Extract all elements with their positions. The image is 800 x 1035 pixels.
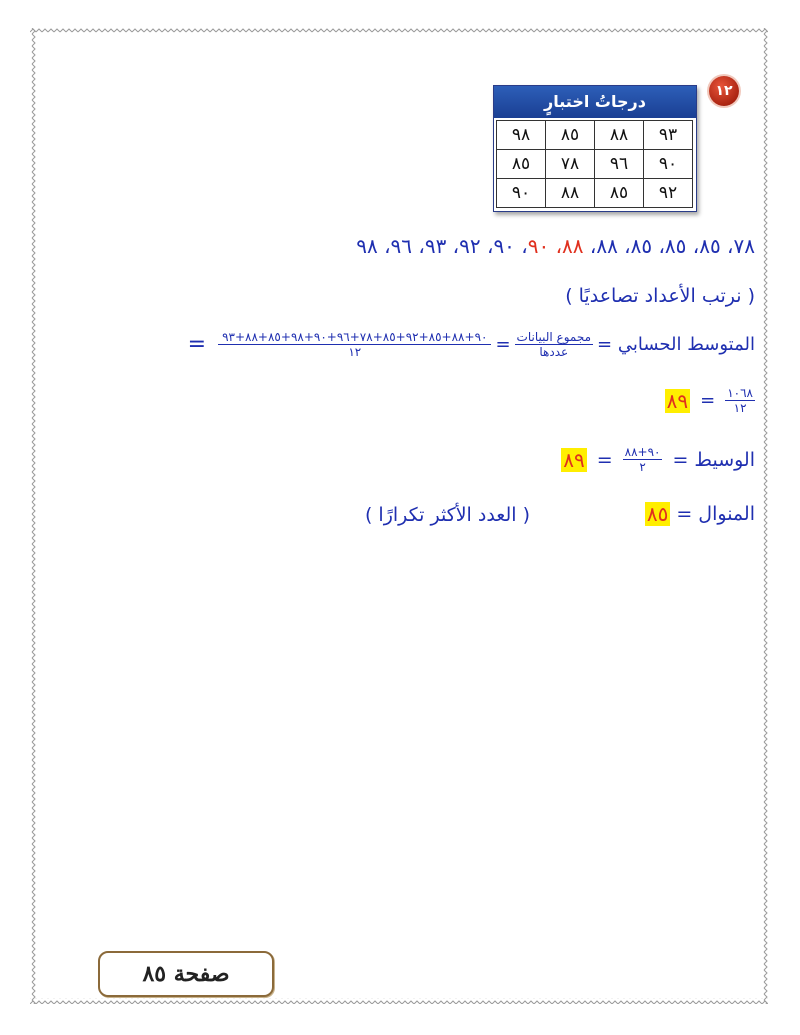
sorted-segment: ٧٨، ٨٥، ٨٥، ٨٥، ٨٨، [583, 234, 755, 258]
table-cell: ٨٥ [594, 178, 644, 208]
mode-label: المنوال = [676, 503, 755, 525]
table-cell: ٩٠ [496, 178, 546, 208]
table-cell: ٩٨ [496, 120, 546, 150]
table-cell: ٨٥ [496, 149, 546, 179]
table-cell: ٩٣ [643, 120, 693, 150]
table-cell: ٨٨ [545, 178, 595, 208]
sum-denominator: ١٢ [348, 345, 362, 359]
mean-result: ٨٩ [666, 388, 689, 413]
mean-row [188, 330, 755, 359]
median-denominator: ٢ [639, 460, 646, 474]
mean-total-row [665, 386, 755, 415]
mean-equals-1: = [495, 334, 511, 355]
median-equals: = [596, 448, 613, 471]
mean-equals-2: = [187, 332, 207, 357]
sorted-values-line [356, 234, 755, 258]
sort-note: ( نرتب الأعداد تصاعديًا ) [565, 285, 755, 307]
mean-definition-fraction [515, 330, 593, 359]
table-cell: ٧٨ [545, 149, 595, 179]
table-cell: ٩٦ [594, 149, 644, 179]
total-numerator: ١٠٦٨ [727, 386, 753, 400]
total-denominator: ١٢ [733, 401, 747, 415]
mode-row [645, 502, 755, 526]
problem-number-badge: ١٢ [709, 76, 739, 106]
table-cell: ٩٠ [643, 149, 693, 179]
median-fraction [623, 445, 663, 474]
mode-note: ( العدد الأكثر تكرارًا ) [364, 504, 530, 526]
mean-label: المتوسط الحسابي = [597, 334, 755, 355]
median-result: ٨٩ [563, 447, 585, 472]
sum-numerator: ٩٠+٨٨+٨٥+٩٢+٨٥+٧٨+٩٦+٩٠+٩٨+٨٥+٨٨+٩٣ [218, 330, 491, 345]
test-scores-table [493, 85, 697, 212]
table-cell: ٨٥ [545, 120, 595, 150]
median-row [561, 445, 755, 474]
total-fraction [725, 386, 755, 415]
table-title: درجاتُ اختبارٍ [494, 86, 696, 118]
median-label: الوسيط = [672, 448, 755, 471]
median-numerator: ٩٠+٨٨ [624, 445, 661, 459]
table-cell: ٨٨ [594, 120, 644, 150]
mode-result: ٨٥ [646, 502, 669, 526]
table-cell: ٩٢ [643, 178, 693, 208]
mean-sum-fraction [218, 330, 491, 359]
mean-equals-3: = [700, 390, 716, 411]
definition-denominator: عددها [539, 345, 569, 359]
table-grid [494, 118, 696, 211]
sorted-segment: ، ٩٠، ٩٢، ٩٣، ٩٦، ٩٨ [356, 234, 528, 258]
page-number-label: صفحة ٨٥ [98, 951, 274, 997]
definition-numerator: مجموع البيانات [516, 330, 592, 344]
sorted-segment: ٨٨، ٩٠ [527, 234, 584, 258]
